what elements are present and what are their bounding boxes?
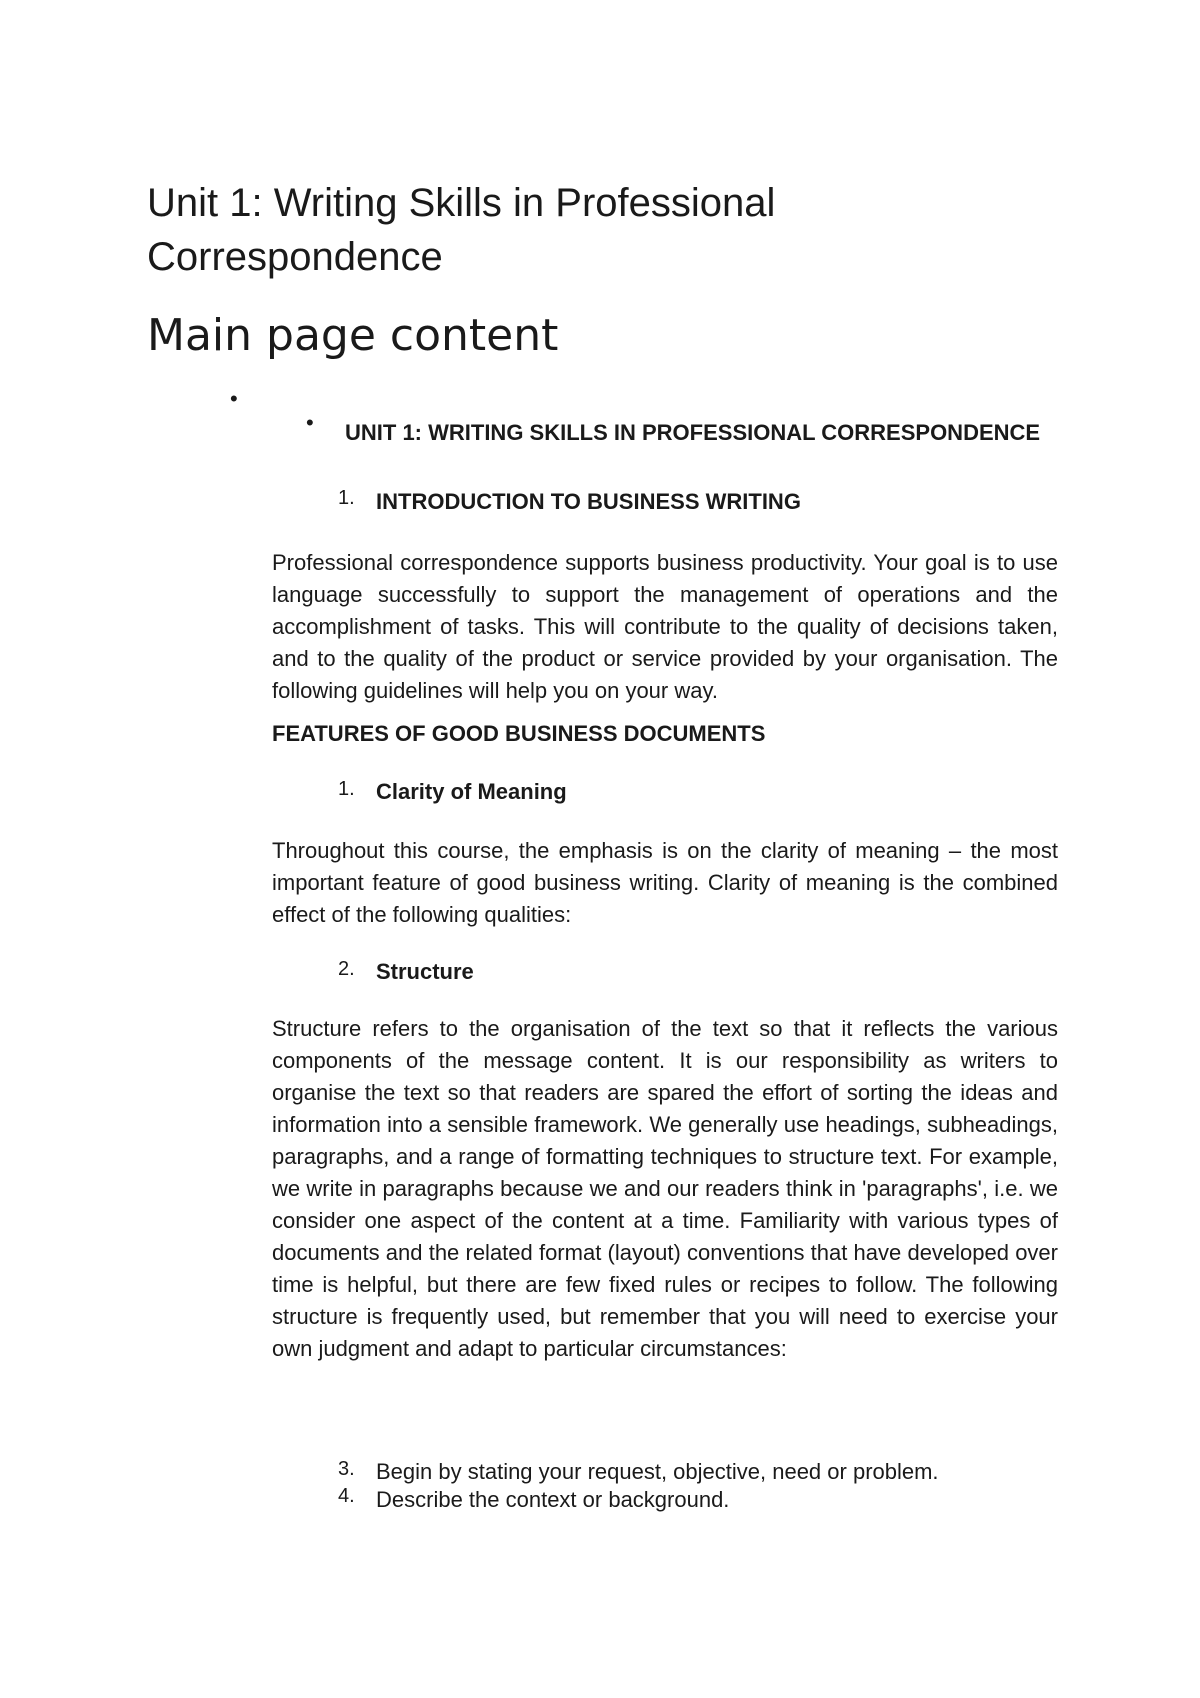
step-3-number: 3.	[338, 1458, 355, 1480]
step-4-text: Describe the context or background.	[376, 1487, 730, 1512]
unit-heading: UNIT 1: WRITING SKILLS IN PROFESSIONAL CORRESPONDENCE	[345, 420, 1041, 445]
clarity-paragraph: Throughout this course, the emphasis is on the clarity of meaning – the most important feature of good business writing. Clarity of meaning is the combined effect of the following qualities:	[272, 838, 1058, 927]
clarity-heading: Clarity of Meaning	[376, 779, 567, 804]
clarity-number: 1.	[338, 778, 355, 800]
intro-paragraph: Professional correspondence supports business productivity. Your goal is to use language successfully to support the management of operations and the accomplishment of tasks. This will contribute to the quality of decisions taken, and to the quality of the product or service provided by your organisation. The following guidelines will help you on your way.	[272, 550, 1058, 703]
empty-bullet: •	[230, 386, 238, 411]
structure-heading: Structure	[376, 959, 474, 984]
intro-number: 1.	[338, 487, 355, 509]
main-page-content-heading: Main page content	[147, 310, 559, 361]
step-3-text: Begin by stating your request, objective, need or problem.	[376, 1459, 939, 1484]
structure-paragraph: Structure refers to the organisation of the text so that it reflects the various components of the message content. It is our responsibility as writers to organise the text so that readers are spared the effort of sorting the ideas and information into a sensible framework. We generally use headings, subheadings, paragraphs, and a range of formatting techniques to structure text. For example, we write in paragraphs because we and our readers think in 'paragraphs', i.e. we consider one aspect of the content at a time. Familiarity with various types of documents and the related format (layout) conventions that have developed over time is helpful, but there are few fixed rules or recipes to follow. The following structure is frequently used, but remember that you will need to exercise your own judgment and adapt to particular circumstances:	[272, 1016, 1058, 1361]
features-heading: FEATURES OF GOOD BUSINESS DOCUMENTS	[272, 721, 766, 746]
document-title: Unit 1: Writing Skills in Professional Correspondence	[147, 181, 776, 279]
intro-heading: INTRODUCTION TO BUSINESS WRITING	[376, 489, 801, 514]
step-4-number: 4.	[338, 1485, 355, 1507]
unit-bullet: •	[306, 410, 314, 435]
structure-number: 2.	[338, 958, 355, 980]
